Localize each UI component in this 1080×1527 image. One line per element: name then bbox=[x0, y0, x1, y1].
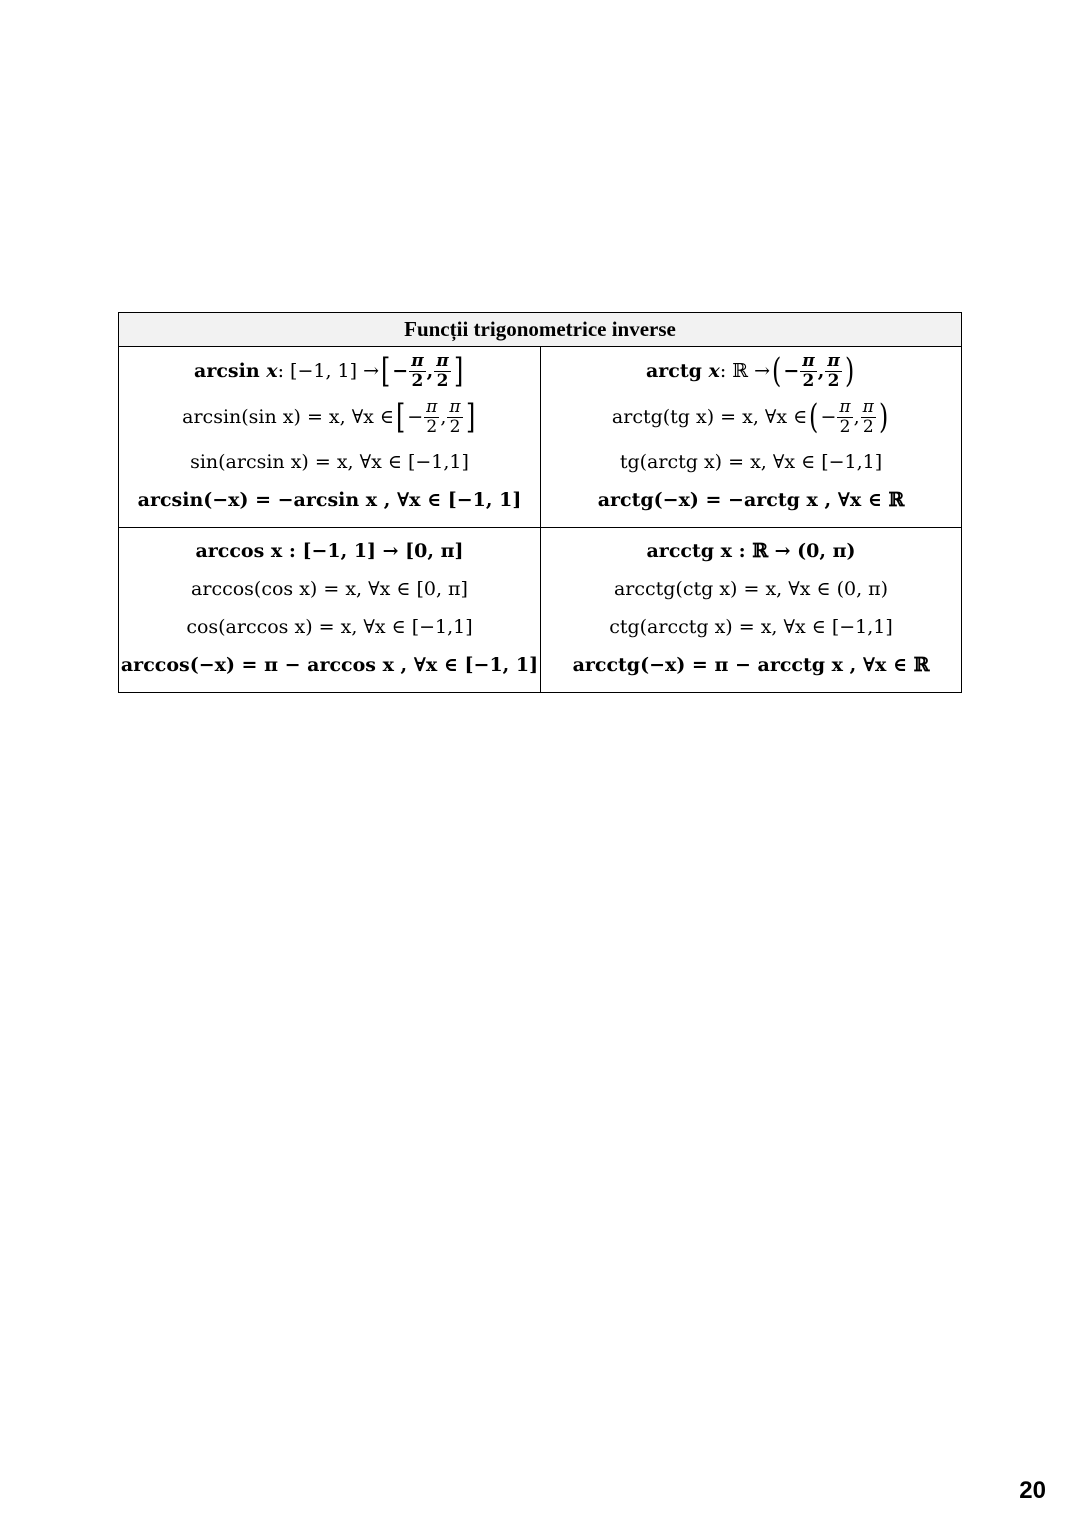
table-title: Funcții trigonometrice inverse bbox=[119, 313, 961, 347]
arctg-definition: arctg x : ℝ → ( − $\frac{\pi}{2}$ , $\frac{\pi}{2}$ ) bbox=[645, 350, 855, 391]
table-row bbox=[119, 347, 961, 527]
arccos-identity-2: cos(arccos x) = x, ∀x ∈ [−1,1] bbox=[186, 616, 473, 638]
arcsin-identity-2: sin(arcsin x) = x, ∀x ∈ [−1,1] bbox=[190, 451, 469, 473]
arcsin-identity-1: arcsin(sin x) = x, ∀x ∈ [ − $\frac{\pi}{2}$ , $\frac{\pi}{2}$ ] bbox=[182, 396, 475, 437]
arcsin-identity-3: arcsin(−x) = −arcsin x , ∀x ∈ [−1, 1] bbox=[137, 489, 522, 511]
arcsin-cell bbox=[119, 347, 540, 527]
arcctg-identity-3: arcctg(−x) = π − arcctg x , ∀x ∈ ℝ bbox=[572, 654, 930, 676]
arccos-identity-3: arccos(−x) = π − arccos x , ∀x ∈ [−1, 1] bbox=[120, 654, 539, 676]
arcsin-definition: arcsin x : [−1, 1] → [ − $\frac{\pi}{2}$ , $\frac{\pi}{2}$ ] bbox=[194, 350, 463, 391]
arctg-identity-2: tg(arctg x) = x, ∀x ∈ [−1,1] bbox=[619, 451, 883, 473]
page-number: 20 bbox=[1019, 1477, 1046, 1504]
arcctg-identity-2: ctg(arcctg x) = x, ∀x ∈ [−1,1] bbox=[609, 616, 893, 638]
arccos-definition: arccos x : [−1, 1] → [0, π] bbox=[195, 540, 464, 562]
arcctg-definition: arcctg x : ℝ → (0, π) bbox=[646, 540, 856, 562]
inverse-trig-table bbox=[118, 312, 962, 693]
arctg-identity-1: arctg(tg x) = x, ∀x ∈ ( − $\frac{\pi}{2}$ , $\frac{\pi}{2}$ ) bbox=[611, 396, 889, 437]
arcctg-identity-1: arcctg(ctg x) = x, ∀x ∈ (0, π) bbox=[613, 578, 889, 600]
arccos-cell bbox=[119, 528, 540, 692]
arctg-cell bbox=[540, 347, 961, 527]
arctg-identity-3: arctg(−x) = −arctg x , ∀x ∈ ℝ bbox=[597, 489, 905, 511]
table-row bbox=[119, 527, 961, 692]
arccos-identity-1: arccos(cos x) = x, ∀x ∈ [0, π] bbox=[191, 578, 468, 600]
arcctg-cell bbox=[540, 528, 961, 692]
